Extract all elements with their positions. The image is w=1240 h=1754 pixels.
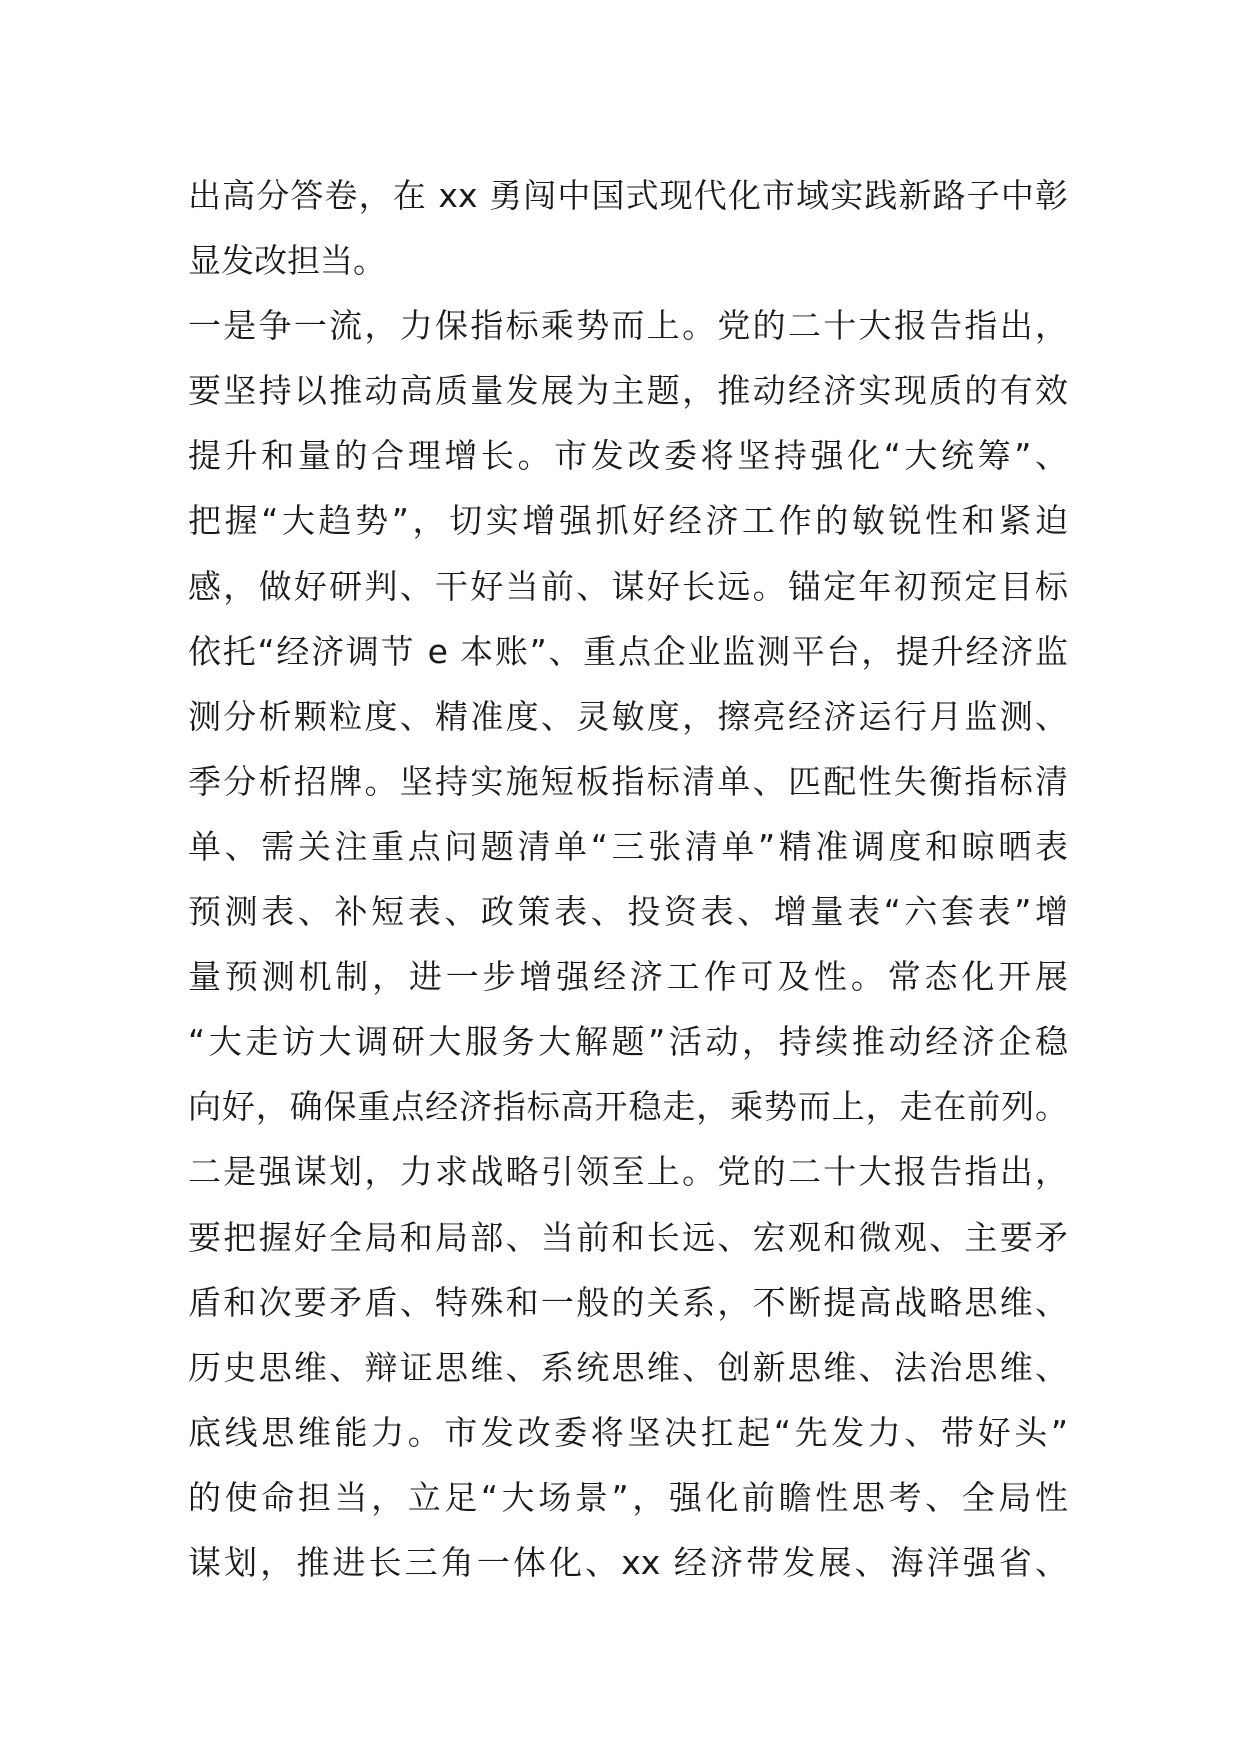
text-line: 量预测机制，进一步增强经济工作可及性。常态化开展 [188,957,1068,997]
text-line: 盾和次要矛盾、特殊和一般的关系，不断提高战略思维、 [188,1282,1068,1322]
text-line: 历史思维、辩证思维、系统思维、创新思维、法治思维、 [188,1347,1068,1387]
text-line: 依托“经济调节 e 本账”、重点企业监测平台，提升经济监 [188,631,1068,671]
text-line: 向好，确保重点经济指标高开稳走，乘势而上，走在前列。 [188,1087,1068,1127]
text-line: 测分析颗粒度、精准度、灵敏度，擦亮经济运行月监测、 [188,696,1068,736]
text-line: 把握“大趋势”，切实增强抓好经济工作的敏锐性和紧迫 [188,501,1068,541]
text-line: 要坚持以推动高质量发展为主题，推动经济实现质的有效 [188,371,1068,411]
text-line: 季分析招牌。坚持实施短板指标清单、匹配性失衡指标清 [188,761,1068,801]
text-line: 出高分答卷，在 xx 勇闯中国式现代化市域实践新路子中彰 [188,176,1068,215]
text-line: 谋划，推进长三角一体化、xx 经济带发展、海洋强省、 [188,1542,1068,1582]
text-line: 的使命担当，立足“大场景”，强化前瞻性思考、全局性 [188,1477,1068,1517]
text-line: 预测表、补短表、政策表、投资表、增量表“六套表”增 [188,892,1068,932]
text-line: 二是强谋划，力求战略引领至上。党的二十大报告指出， [188,1152,1068,1192]
text-line: 底线思维能力。市发改委将坚决扛起“先发力、带好头” [188,1412,1068,1452]
text-line: 提升和量的合理增长。市发改委将坚持强化“大统筹”、 [188,436,1068,476]
text-line: “大走访大调研大服务大解题”活动，持续推动经济企稳 [188,1022,1068,1062]
text-line: 一是争一流，力保指标乘势而上。党的二十大报告指出， [188,306,1068,346]
text-line: 单、需关注重点问题清单“三张清单”精准调度和晾晒表 [188,826,1068,866]
text-line: 要把握好全局和局部、当前和长远、宏观和微观、主要矛 [188,1217,1068,1257]
text-line: 感，做好研判、干好当前、谋好长远。锚定年初预定目标 [188,566,1068,606]
body-text [188,163,1068,1595]
text-line: 显发改担当。 [188,241,386,281]
